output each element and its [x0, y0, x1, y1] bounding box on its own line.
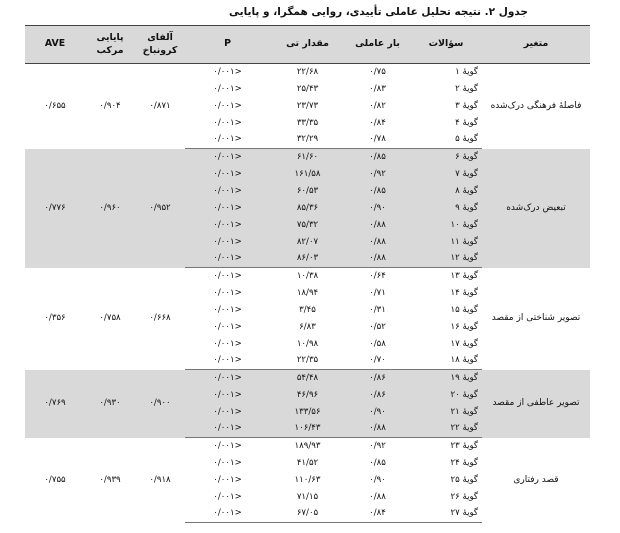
factor-loading-cell: ۰/۹۰ [369, 474, 386, 485]
composite-reliability-cell: ۰/۷۵۸ [99, 313, 121, 324]
p-value-cell: <۰/۰۰۱ [185, 421, 270, 438]
question-cell: گویهٔ ۱۴ [450, 287, 478, 298]
table-row [25, 370, 590, 387]
t-value-cell: ۳۳/۳۵ [296, 117, 319, 128]
header-p: P [185, 26, 270, 64]
question-cell: گویهٔ ۸ [410, 183, 482, 200]
p-value-cell: <۰/۰۰۱ [213, 287, 242, 298]
cronbach-cell: ۰/۹۵۲ [135, 149, 185, 268]
p-value-cell: <۰/۰۰۱ [213, 100, 242, 111]
ave-cell: ۰/۷۷۶ [25, 149, 85, 268]
p-value-cell: <۰/۰۰۱ [185, 404, 270, 421]
question-cell: گویهٔ ۷ [410, 166, 482, 183]
factor-loading-cell: ۰/۹۰ [345, 404, 410, 421]
cfa-results-table [25, 25, 590, 523]
question-cell: گویهٔ ۱۶ [450, 321, 478, 332]
cronbach-cell: ۰/۶۶۸ [149, 313, 171, 324]
question-cell: گویهٔ ۲۷ [410, 506, 482, 523]
header-row [25, 26, 590, 64]
t-value-cell: ۷۱/۱۵ [296, 491, 319, 502]
question-cell: گویهٔ ۱۷ [450, 338, 478, 349]
question-cell: گویهٔ ۲۳ [450, 440, 478, 451]
p-value-cell: <۰/۰۰۱ [185, 217, 270, 234]
composite-reliability-cell: ۰/۹۶۰ [85, 149, 135, 268]
factor-loading-cell: ۰/۸۴ [369, 117, 386, 128]
p-value-cell: <۰/۰۰۱ [185, 132, 270, 149]
t-value-cell: ۶۷/۰۵ [270, 506, 345, 523]
factor-loading-cell: ۰/۵۸ [369, 338, 386, 349]
p-value-cell: <۰/۰۰۱ [185, 149, 270, 166]
factor-loading-cell: ۰/۷۵ [369, 66, 386, 77]
factor-loading-cell: ۰/۸۵ [369, 457, 386, 468]
variable-cell: قصد رفتاری [513, 474, 559, 485]
header-factor-loading: بار عاملی [345, 26, 410, 64]
t-value-cell: ۲۳/۷۳ [296, 100, 319, 111]
question-cell: گویهٔ ۲۶ [450, 491, 478, 502]
factor-loading-cell: ۰/۸۳ [369, 83, 386, 94]
factor-loading-cell: ۰/۸۸ [345, 217, 410, 234]
t-value-cell: ۲۵/۴۳ [296, 83, 319, 94]
t-value-cell: ۱۶۱/۵۸ [270, 166, 345, 183]
ave-cell: ۰/۳۵۶ [44, 313, 66, 324]
t-value-cell: ۷۵/۳۲ [270, 217, 345, 234]
question-cell: گویهٔ ۱۵ [450, 304, 478, 315]
t-value-cell: ۵۴/۴۸ [270, 370, 345, 387]
question-cell: گویهٔ ۶ [410, 149, 482, 166]
t-value-cell: ۲۲/۳۵ [270, 353, 345, 370]
question-cell: گویهٔ ۲ [455, 83, 478, 94]
p-value-cell: <۰/۰۰۱ [213, 474, 242, 485]
factor-loading-cell: ۰/۷۸ [345, 132, 410, 149]
factor-loading-cell: ۰/۹۰ [345, 200, 410, 217]
p-value-cell: <۰/۰۰۱ [213, 457, 242, 468]
variable-cell: تصویر شناختی از مقصد [491, 313, 581, 323]
question-cell: گویهٔ ۲۰ [410, 387, 482, 404]
cronbach-cell: ۰/۹۰۰ [135, 370, 185, 438]
t-value-cell: ۸۶/۰۳ [270, 251, 345, 268]
question-cell: گویهٔ ۲۴ [450, 457, 478, 468]
header-t-value: مقدار تی [270, 26, 345, 64]
table-row [25, 149, 590, 166]
t-value-cell: ۱۸/۹۴ [296, 287, 319, 298]
factor-loading-cell: ۰/۷۱ [369, 287, 386, 298]
question-cell: گویهٔ ۱۰ [410, 217, 482, 234]
header-ave: AVE [25, 26, 85, 64]
question-cell: گویهٔ ۱۸ [410, 353, 482, 370]
question-cell: گویهٔ ۱۲ [410, 251, 482, 268]
p-value-cell: <۰/۰۰۱ [213, 440, 242, 451]
t-value-cell: ۳۲/۲۹ [270, 132, 345, 149]
p-value-cell: <۰/۰۰۱ [213, 66, 242, 77]
ave-cell: ۰/۶۵۵ [44, 100, 66, 111]
t-value-cell: ۱۰۶/۴۳ [270, 421, 345, 438]
variable-cell: تصویر عاطفی از مقصد [482, 370, 590, 438]
factor-loading-cell: ۰/۹۲ [369, 440, 386, 451]
t-value-cell: ۳/۴۵ [299, 304, 316, 315]
question-cell: گویهٔ ۱۳ [450, 270, 478, 281]
factor-loading-cell: ۰/۸۸ [345, 421, 410, 438]
factor-loading-cell: ۰/۹۲ [345, 166, 410, 183]
p-value-cell: <۰/۰۰۱ [213, 304, 242, 315]
question-cell: گویهٔ ۱۹ [410, 370, 482, 387]
factor-loading-cell: ۰/۵۲ [369, 321, 386, 332]
p-value-cell: <۰/۰۰۱ [185, 166, 270, 183]
t-value-cell: ۴۱/۵۲ [296, 457, 319, 468]
question-cell: گویهٔ ۹ [410, 200, 482, 217]
table-row [25, 64, 590, 81]
header-variable: متغیر [482, 26, 590, 64]
ave-cell: ۰/۷۶۹ [25, 370, 85, 438]
t-value-cell: ۸۲/۰۷ [270, 234, 345, 251]
t-value-cell: ۲۲/۶۸ [296, 66, 319, 77]
question-cell: گویهٔ ۵ [410, 132, 482, 149]
question-cell: گویهٔ ۱ [455, 66, 478, 77]
cronbach-cell: ۰/۸۷۱ [149, 100, 171, 111]
t-value-cell: ۱۰/۳۸ [296, 270, 319, 281]
p-value-cell: <۰/۰۰۱ [213, 117, 242, 128]
question-cell: گویهٔ ۳ [455, 100, 478, 111]
header-questions: سؤالات [410, 26, 482, 64]
factor-loading-cell: ۰/۶۴ [369, 270, 386, 281]
t-value-cell: ۱۰/۹۸ [296, 338, 319, 349]
table-caption: جدول ۲. نتیجه تحلیل عاملی تأییدی، روایی همگرا، و پایایی [229, 6, 528, 18]
t-value-cell: ۱۸۹/۹۳ [294, 440, 321, 451]
table-row [25, 268, 590, 285]
p-value-cell: <۰/۰۰۱ [185, 353, 270, 370]
p-value-cell: <۰/۰۰۱ [185, 506, 270, 523]
composite-reliability-cell: ۰/۹۳۰ [85, 370, 135, 438]
question-cell: گویهٔ ۲۵ [450, 474, 478, 485]
header-cronbach: آلفای کرونباخ [135, 26, 185, 64]
factor-loading-cell: ۰/۸۵ [345, 149, 410, 166]
p-value-cell: <۰/۰۰۱ [213, 321, 242, 332]
variable-cell: تبعیض درک‌شده [482, 149, 590, 268]
question-cell: گویهٔ ۲۱ [410, 404, 482, 421]
p-value-cell: <۰/۰۰۱ [185, 387, 270, 404]
factor-loading-cell: ۰/۸۸ [345, 251, 410, 268]
composite-reliability-cell: ۰/۹۳۹ [99, 474, 121, 485]
cronbach-cell: ۰/۹۱۸ [149, 474, 171, 485]
t-value-cell: ۴۶/۹۶ [270, 387, 345, 404]
p-value-cell: <۰/۰۰۱ [185, 234, 270, 251]
factor-loading-cell: ۰/۷۰ [345, 353, 410, 370]
t-value-cell: ۱۳۳/۵۶ [270, 404, 345, 421]
header-composite: پایایی مرکب [85, 26, 135, 64]
t-value-cell: ۶۰/۵۳ [270, 183, 345, 200]
table-body [25, 64, 590, 523]
variable-cell: فاصلهٔ فرهنگی درک‌شده [490, 100, 582, 111]
factor-loading-cell: ۰/۸۸ [345, 234, 410, 251]
p-value-cell: <۰/۰۰۱ [185, 370, 270, 387]
p-value-cell: <۰/۰۰۱ [185, 251, 270, 268]
t-value-cell: ۶۱/۶۰ [270, 149, 345, 166]
factor-loading-cell: ۰/۸۶ [345, 387, 410, 404]
p-value-cell: <۰/۰۰۱ [213, 83, 242, 94]
p-value-cell: <۰/۰۰۱ [213, 270, 242, 281]
t-value-cell: ۶/۸۳ [299, 321, 316, 332]
factor-loading-cell: ۰/۸۲ [369, 100, 386, 111]
factor-loading-cell: ۰/۸۴ [345, 506, 410, 523]
p-value-cell: <۰/۰۰۱ [185, 183, 270, 200]
p-value-cell: <۰/۰۰۱ [213, 491, 242, 502]
t-value-cell: ۱۱۰/۶۳ [294, 474, 321, 485]
factor-loading-cell: ۰/۸۸ [369, 491, 386, 502]
question-cell: گویهٔ ۱۱ [410, 234, 482, 251]
t-value-cell: ۸۵/۳۶ [270, 200, 345, 217]
factor-loading-cell: ۰/۸۶ [345, 370, 410, 387]
composite-reliability-cell: ۰/۹۰۴ [99, 100, 121, 111]
table-row [25, 438, 590, 455]
factor-loading-cell: ۰/۳۱ [369, 304, 386, 315]
factor-loading-cell: ۰/۸۵ [345, 183, 410, 200]
question-cell: گویهٔ ۴ [455, 117, 478, 128]
p-value-cell: <۰/۰۰۱ [213, 338, 242, 349]
question-cell: گویهٔ ۲۲ [410, 421, 482, 438]
p-value-cell: <۰/۰۰۱ [185, 200, 270, 217]
ave-cell: ۰/۷۵۵ [44, 474, 66, 485]
